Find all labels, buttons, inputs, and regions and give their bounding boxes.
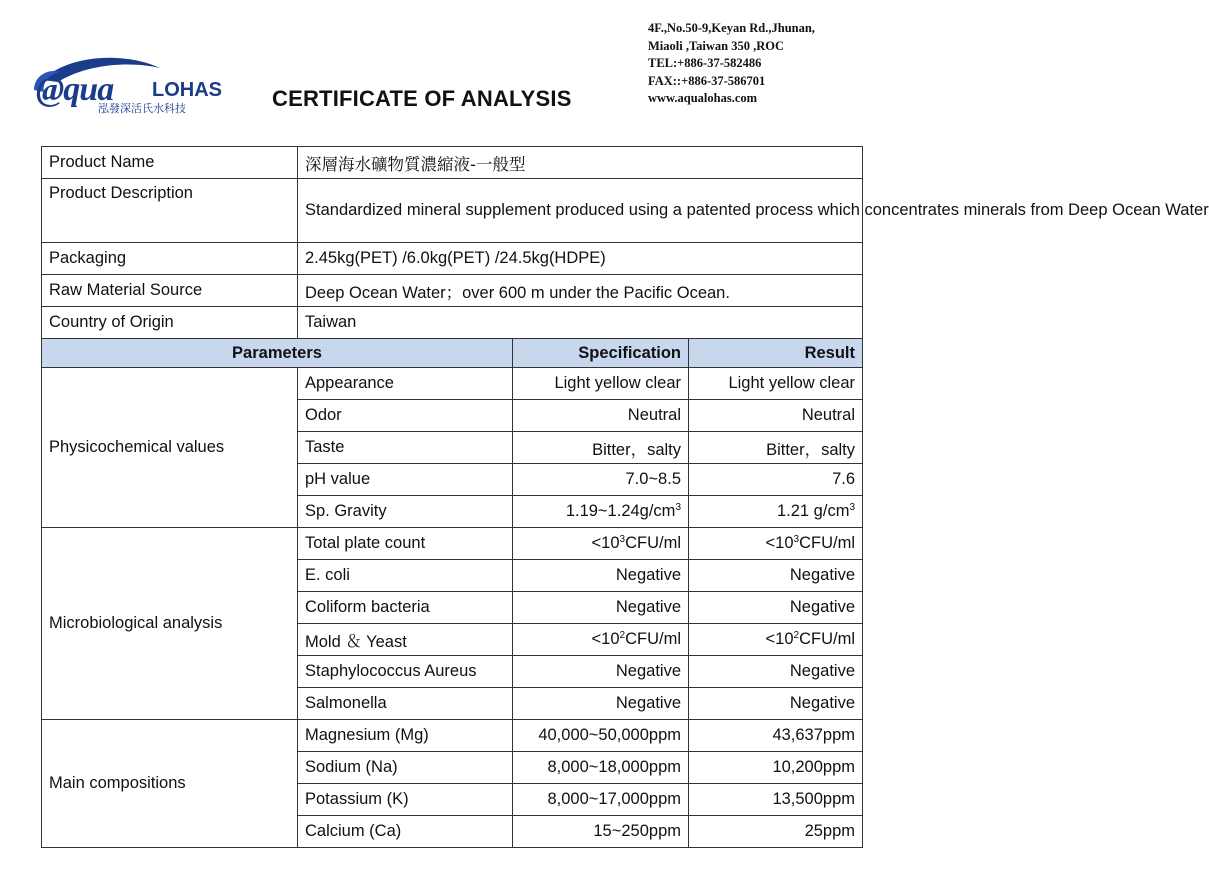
group-label: Main compositions [42,720,298,848]
spec-value: CFU/ml [625,534,681,552]
result-cell: Neutral [689,400,863,432]
param-cell: Sp. Gravity [298,496,513,528]
result-cell [689,528,863,560]
param-cell: Potassium (K) [298,784,513,816]
param-cell: E. coli [298,560,513,592]
spec-cell: 40,000~50,000ppm [513,720,689,752]
address-line-2: Miaoli ,Taiwan 350 ,ROC [648,38,785,53]
document-title: CERTIFICATE OF ANALYSIS [272,86,572,111]
result-superscript: 2 [793,630,800,641]
result-prefix: <10 [765,534,794,552]
spec-value: 1.19~1.24g/cm [565,502,676,520]
param-cell: Salmonella [298,688,513,720]
spec-cell: Negative [513,560,689,592]
result-prefix: <10 [765,630,794,648]
param-cell: Taste [298,432,513,464]
address-website: www.aqualohas.com [648,91,758,105]
result-superscript: 3 [793,534,800,545]
info-row-product-name [42,147,863,179]
info-row-product-description [42,179,863,243]
company-address [648,20,815,108]
info-row-packaging [42,243,863,275]
result-cell: Negative [689,592,863,624]
address-fax: FAX::+886-37-586701 [648,73,766,88]
spec-cell: 7.0~8.5 [513,464,689,496]
spec-cell: Bitter，salty [513,432,689,464]
company-logo [30,50,245,118]
param-cell: Appearance [298,368,513,400]
group-label: Microbiological analysis [42,528,298,720]
spec-cell: 8,000~18,000ppm [513,752,689,784]
spec-cell [513,496,689,528]
spec-cell: Negative [513,688,689,720]
analysis-table [41,146,1209,848]
param-cell: Staphylococcus Aureus [298,656,513,688]
spec-prefix: <10 [591,534,620,552]
table-row [42,528,863,560]
result-cell: Negative [689,688,863,720]
result-cell: 7.6 [689,464,863,496]
address-line-1: 4F.,No.50-9,Keyan Rd.,Jhunan, [648,21,815,35]
result-cell: 43,637ppm [689,720,863,752]
result-cell: 25ppm [689,816,863,848]
info-row-country [42,307,863,339]
result-value: 1.21 g/cm [776,502,850,520]
logo-subtitle: 泓發深活氏水科技 [98,102,186,115]
svg-text:LOHAS: LOHAS [152,79,222,101]
spec-cell: Negative [513,656,689,688]
spec-cell: Neutral [513,400,689,432]
column-header-row [42,339,863,368]
result-cell: 10,200ppm [689,752,863,784]
result-cell: Negative [689,656,863,688]
info-value: Standardized mineral supplement produced using a patented process which concentrates minerals from Deep Ocean Water [298,179,863,243]
param-cell: Magnesium (Mg) [298,720,513,752]
column-header-specification: Specification [513,339,689,368]
spec-cell: Light yellow clear [513,368,689,400]
spec-value: CFU/ml [625,630,681,648]
info-label: Product Name [42,147,298,179]
column-header-result: Result [689,339,863,368]
param-cell: Total plate count [298,528,513,560]
spec-superscript: 3 [675,502,681,513]
info-label: Country of Origin [42,307,298,339]
param-cell: Coliform bacteria [298,592,513,624]
aqualohas-logo-icon [30,50,245,118]
svg-text:@qua: @qua [36,71,114,108]
param-cell: Calcium (Ca) [298,816,513,848]
info-label: Packaging [42,243,298,275]
spec-cell [513,624,689,656]
result-cell: Negative [689,560,863,592]
table-row [42,368,863,400]
group-label: Physicochemical values [42,368,298,528]
result-value: CFU/ml [799,534,856,552]
table-row [42,720,863,752]
info-value: Taiwan [298,307,863,339]
param-cell: Sodium (Na) [298,752,513,784]
info-value: 深層海水礦物質濃縮液-一般型 [298,147,863,179]
spec-superscript: 3 [619,534,626,545]
info-label: Raw Material Source [42,275,298,307]
spec-cell: Negative [513,592,689,624]
param-cell: Mold ＆ Yeast [298,624,513,656]
result-cell: 13,500ppm [689,784,863,816]
result-cell [689,624,863,656]
spec-cell: 15~250ppm [513,816,689,848]
info-value: Deep Ocean Water；over 600 m under the Pacific Ocean. [298,275,863,307]
column-header-parameters: Parameters [42,339,513,368]
spec-prefix: <10 [591,630,620,648]
info-value: 2.45kg(PET) /6.0kg(PET) /24.5kg(HDPE) [298,243,863,275]
spec-cell [513,528,689,560]
info-row-raw-material [42,275,863,307]
spec-superscript: 2 [619,630,626,641]
result-value: CFU/ml [799,630,856,648]
result-cell [689,496,863,528]
result-cell: Bitter，salty [689,432,863,464]
spec-cell: 8,000~17,000ppm [513,784,689,816]
result-cell: Light yellow clear [689,368,863,400]
result-superscript: 3 [849,502,856,513]
param-cell: pH value [298,464,513,496]
param-cell: Odor [298,400,513,432]
address-tel: TEL:+886-37-582486 [648,56,762,70]
info-label: Product Description [42,179,298,243]
